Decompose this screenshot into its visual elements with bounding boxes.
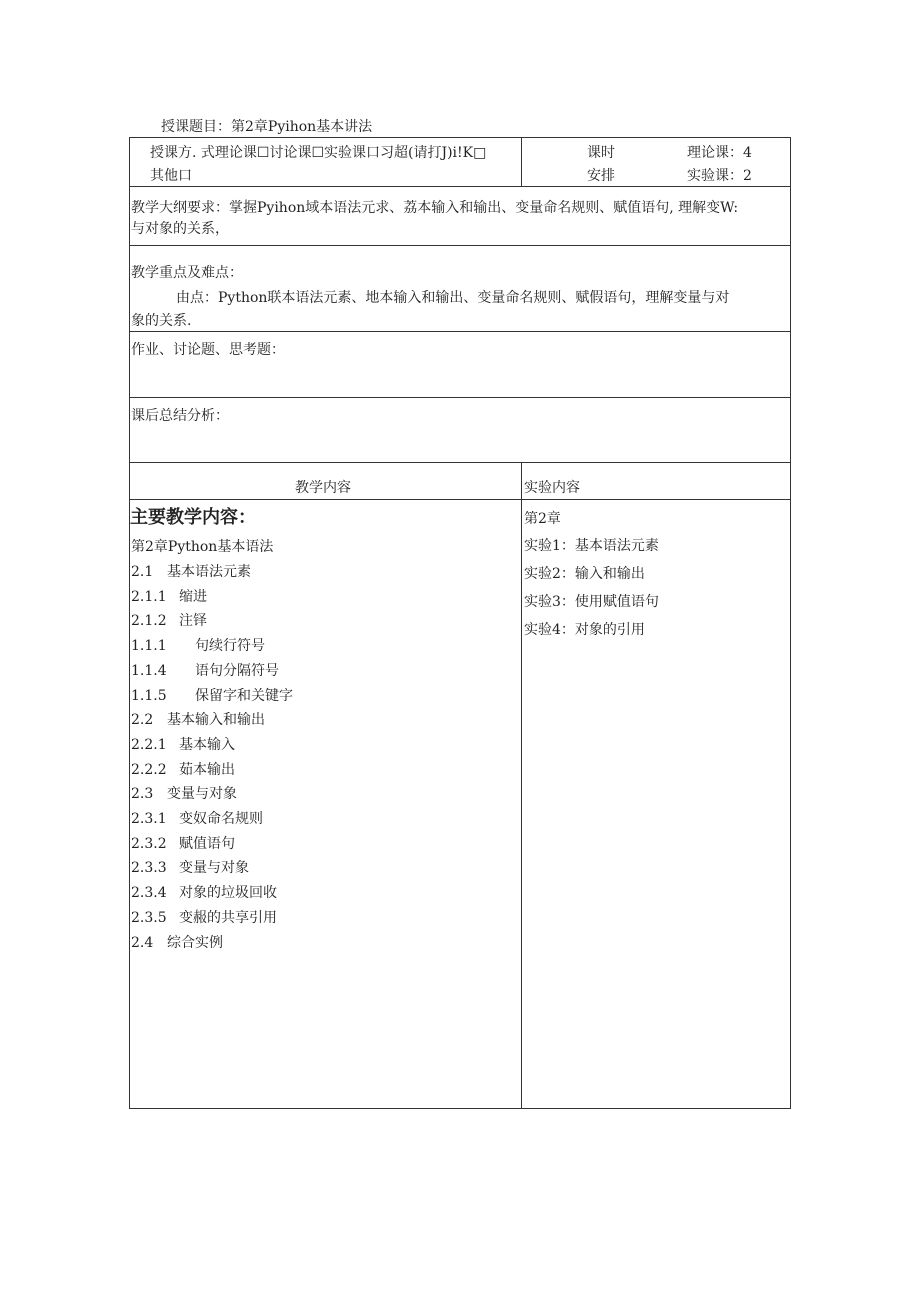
- syllabus-requirement-line2: 与对象的关系，: [131, 221, 229, 237]
- outline-item: [131, 612, 207, 630]
- course-topic: 授课题目：第2章Pyihon基本讲法: [161, 119, 373, 135]
- outline-item-number: 2.1: [131, 564, 154, 580]
- outline-item: [131, 835, 235, 853]
- outline-item-text: 句续行符号: [195, 638, 265, 654]
- outline-item: [131, 884, 277, 902]
- lab-hours: 实验课：2: [687, 168, 752, 184]
- teaching-chapter: 第2章Python基本语法: [131, 539, 274, 555]
- row-divider-4: [129, 397, 791, 398]
- outline-item-number: 2.2.2: [131, 762, 167, 778]
- row-divider-3: [129, 331, 791, 332]
- outline-item-number: 2.2: [131, 712, 154, 728]
- outline-item-text: 缩进: [179, 589, 207, 605]
- focus-line1: 由点：Python联本语法元素、地本输入和输出、变量命名规则、赋假语句，理解变量与对: [176, 290, 730, 306]
- outline-item-text: 变奴命名规则: [179, 811, 263, 827]
- outline-item: [131, 810, 263, 828]
- outline-item-text: 综合实例: [167, 935, 223, 951]
- outline-item: [131, 909, 277, 927]
- table-border-right: [790, 137, 791, 1108]
- teaching-content-header: 教学内容: [295, 480, 351, 496]
- outline-item-number: 2.4: [131, 935, 154, 951]
- row-divider-5: [129, 462, 791, 463]
- outline-item-text: 保留字和关键字: [195, 688, 293, 704]
- outline-item: [131, 785, 237, 803]
- experiment-content-header: 实验内容: [524, 480, 580, 496]
- outline-item-text: 语句分隔符号: [195, 663, 279, 679]
- teaching-mode-options: 授课方. 式理论课☐讨论课☐实验课口习超(请打J)i!K□: [150, 145, 487, 161]
- outline-item: [131, 761, 235, 779]
- outline-item-number: 1.1.5: [131, 688, 167, 704]
- outline-item: [131, 859, 249, 877]
- outline-item: [131, 637, 265, 655]
- outline-item: [131, 563, 251, 581]
- outline-item: [131, 711, 265, 729]
- table-border-left: [129, 137, 130, 1108]
- outline-item-number: 2.1.2: [131, 613, 167, 629]
- outline-item-text: 茹本输出: [179, 762, 235, 778]
- focus-line2: 象的关系.: [131, 313, 192, 329]
- outline-item-text: 赋值语句: [179, 836, 235, 852]
- outline-item-text: 变赧的共享引用: [179, 910, 277, 926]
- hours-label-1: 课时: [587, 145, 615, 161]
- outline-item-number: 2.3.5: [131, 910, 167, 926]
- content-column-divider: [521, 462, 522, 1108]
- outline-item-text: 对象的垃圾回收: [179, 885, 277, 901]
- row-divider-1: [129, 186, 791, 187]
- outline-item-number: 2.3.3: [131, 860, 167, 876]
- syllabus-requirement-line1: 教学大纲要求：掌握Pyihon域本语法元求、荔本输入和输出、变量命名规则、赋值语句, 理解变W:: [131, 200, 739, 216]
- experiment-item: 实验2：输入和输出: [524, 566, 645, 582]
- focus-label: 教学重点及难点：: [131, 265, 243, 281]
- experiment-item: 实验3：使用赋值语句: [524, 594, 659, 610]
- outline-item-number: 2.3: [131, 786, 154, 802]
- homework-label: 作业、讨论题、思考题：: [131, 342, 285, 358]
- main-teaching-heading: 主要教学内容：: [130, 507, 256, 528]
- outline-item-text: 基本语法元素: [167, 564, 251, 580]
- experiment-item: 实验4：对象的引用: [524, 622, 645, 638]
- outline-item: [131, 736, 235, 754]
- outline-item-text: 基本输入: [179, 737, 235, 753]
- outline-item: [131, 687, 293, 705]
- outline-item: [131, 588, 207, 606]
- row-divider-6: [129, 499, 791, 500]
- table-border-bottom: [129, 1108, 791, 1109]
- outline-item: [131, 662, 279, 680]
- row1-column-divider: [521, 137, 522, 186]
- outline-item-number: 2.2.1: [131, 737, 167, 753]
- outline-item-number: 2.3.2: [131, 836, 167, 852]
- theory-hours: 理论课：4: [687, 145, 752, 161]
- row-divider-2: [129, 245, 791, 246]
- summary-label: 课后总结分析：: [131, 408, 229, 424]
- outline-item-text: 基本输入和输出: [167, 712, 265, 728]
- outline-item-text: 注铎: [179, 613, 207, 629]
- outline-item-number: 2.3.4: [131, 885, 167, 901]
- table-border-top: [129, 137, 791, 138]
- outline-item-text: 变量与对象: [167, 786, 237, 802]
- experiment-chapter: 第2章: [524, 511, 561, 527]
- outline-item-text: 变量与对象: [179, 860, 249, 876]
- teaching-mode-other: 其他口: [150, 168, 192, 184]
- outline-item-number: 2.1.1: [131, 589, 167, 605]
- hours-label-2: 安排: [587, 168, 615, 184]
- experiment-item: 实验1：基本语法元素: [524, 538, 659, 554]
- outline-item: [131, 934, 223, 952]
- outline-item-number: 2.3.1: [131, 811, 167, 827]
- outline-item-number: 1.1.1: [131, 638, 167, 654]
- outline-item-number: 1.1.4: [131, 663, 167, 679]
